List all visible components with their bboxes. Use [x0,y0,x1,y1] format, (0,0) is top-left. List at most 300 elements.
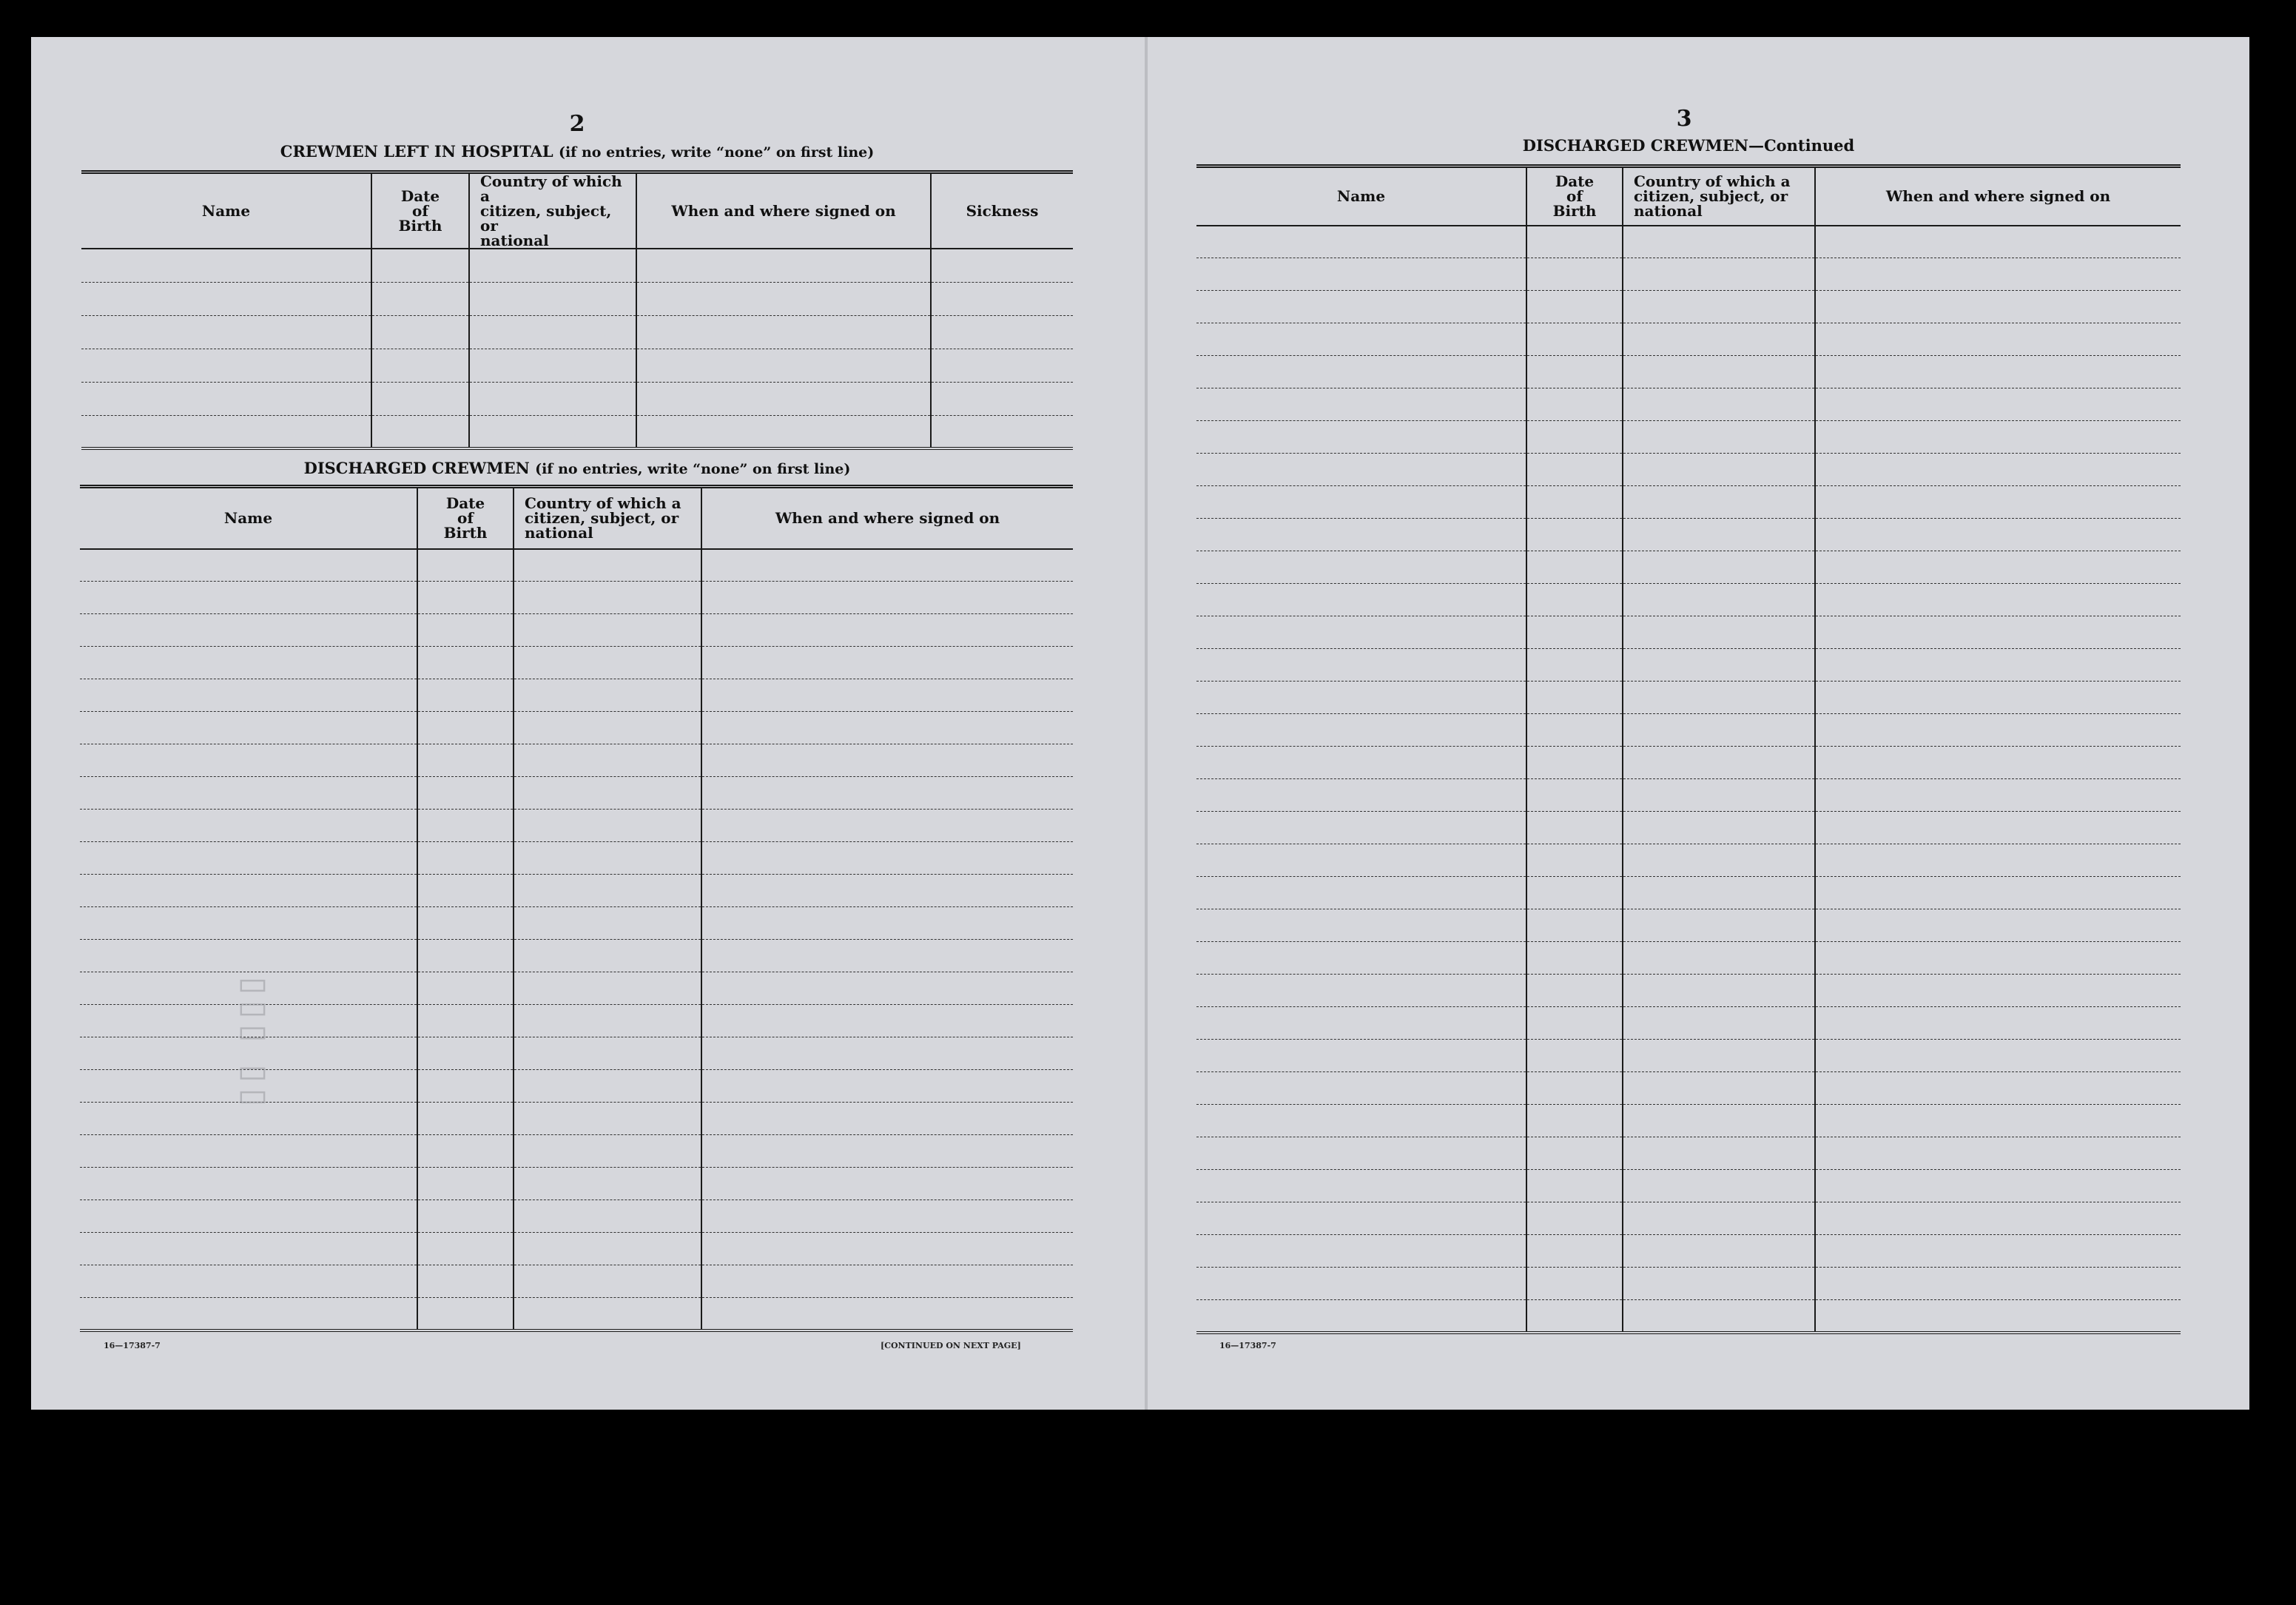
table-row [1196,747,2181,779]
blank-entry-cell [1526,1268,1623,1300]
table-row [1196,1170,2181,1202]
blank-entry-cell [80,777,417,810]
blank-entry-cell [701,1037,1073,1070]
column-header-name: Name [80,487,417,549]
blank-entry-cell [417,940,514,972]
blank-entry-cell [1526,616,1623,649]
continued-section-title: DISCHARGED CREWMEN—Continued [1522,136,1855,155]
blank-entry-cell [1526,323,1623,356]
table-row [1196,421,2181,454]
blank-entry-cell [1623,616,1815,649]
blank-entry-cell [1526,421,1623,454]
blank-entry-cell [514,842,701,875]
column-header-country-of-which-a: Country of which a citizen, subject, or national [1623,166,1815,226]
blank-entry-cell [514,744,701,777]
blank-entry-cell [1815,356,2181,388]
blank-entry-cell [1623,519,1815,551]
blank-entry-cell [1196,747,1526,779]
blank-entry-cell [469,315,636,349]
blank-entry-cell [80,1168,417,1200]
blank-entry-cell [1526,909,1623,942]
blank-entry-cell [1526,975,1623,1007]
blank-entry-cell [514,940,701,972]
blank-entry-cell [701,744,1073,777]
blank-entry-cell [1196,421,1526,454]
blank-entry-cell [1196,1137,1526,1170]
table-row [81,349,1073,382]
table-row [81,382,1073,415]
blank-entry-cell [931,315,1073,349]
blank-entry-cell [1815,1040,2181,1072]
blank-entry-cell [80,712,417,744]
table-row [81,415,1073,448]
table-row [1196,1202,2181,1235]
blank-entry-cell [417,614,514,647]
blank-entry-cell [1196,486,1526,519]
blank-entry-cell [636,415,931,448]
blank-entry-cell [514,1103,701,1135]
blank-entry-cell [1815,486,2181,519]
blank-entry-cell [417,1200,514,1233]
blank-entry-cell [1623,356,1815,388]
blank-entry-cell [931,349,1073,382]
table-row [80,582,1073,614]
blank-entry-cell [636,349,931,382]
blank-entry-cell [701,907,1073,940]
blank-entry-cell [1196,714,1526,747]
blank-entry-cell [1623,747,1815,779]
blank-entry-cell [371,415,469,448]
blank-entry-cell [80,549,417,582]
table-row [1196,519,2181,551]
blank-entry-cell [1815,1105,2181,1137]
blank-entry-cell [1526,844,1623,877]
blank-entry-cell [1815,1268,2181,1300]
table-row [1196,226,2181,258]
blank-entry-cell [1815,844,2181,877]
table-row [80,875,1073,907]
table-row [1196,909,2181,942]
blank-entry-cell [1196,1040,1526,1072]
blank-entry-cell [701,679,1073,712]
blank-entry-cell [514,647,701,679]
table-row [1196,1040,2181,1072]
blank-entry-cell [1815,975,2181,1007]
blank-entry-cell [1196,844,1526,877]
blank-entry-cell [81,249,371,282]
column-header-sickness: Sickness [931,172,1073,249]
blank-entry-cell [80,875,417,907]
blank-entry-cell [1623,323,1815,356]
blank-entry-cell [1623,388,1815,421]
page-number-right: 3 [1676,106,1692,132]
blank-entry-cell [931,249,1073,282]
blank-entry-cell [514,1070,701,1103]
table-row [81,315,1073,349]
table-row [80,744,1073,777]
blank-entry-cell [1526,1072,1623,1105]
blank-entry-cell [514,582,701,614]
blank-entry-cell [417,647,514,679]
blank-entry-cell [1196,258,1526,291]
blank-entry-cell [1815,454,2181,486]
blank-entry-cell [701,1233,1073,1265]
blank-entry-cell [80,810,417,842]
blank-entry-cell [1196,942,1526,975]
blank-entry-cell [417,1233,514,1265]
blank-entry-cell [1815,909,2181,942]
blank-entry-cell [701,1005,1073,1037]
blank-entry-cell [80,744,417,777]
blank-entry-cell [469,282,636,315]
blank-entry-cell [1196,779,1526,812]
discharged-section-title [81,459,1073,477]
blank-entry-cell [1623,486,1815,519]
blank-entry-cell [514,1265,701,1298]
table-row [1196,1300,2181,1333]
blank-entry-cell [1815,1007,2181,1040]
blank-entry-cell [417,1037,514,1070]
table-row [80,777,1073,810]
blank-entry-cell [514,777,701,810]
blank-entry-cell [1623,1170,1815,1202]
blank-entry-cell [469,415,636,448]
blank-entry-cell [1526,877,1623,909]
blank-entry-cell [1526,258,1623,291]
blank-entry-cell [701,549,1073,582]
blank-entry-cell [1815,812,2181,844]
blank-entry-cell [636,282,931,315]
blank-entry-cell [1623,1268,1815,1300]
table-row [1196,1105,2181,1137]
blank-entry-cell [514,1200,701,1233]
blank-entry-cell [1815,323,2181,356]
blank-entry-cell [417,842,514,875]
blank-entry-cell [701,1265,1073,1298]
blank-entry-cell [417,1135,514,1168]
blank-entry-cell [1526,519,1623,551]
blank-entry-cell [1623,1040,1815,1072]
blank-entry-cell [1623,877,1815,909]
blank-entry-cell [469,382,636,415]
discharged-table [80,485,1073,1332]
table-row [1196,454,2181,486]
blank-entry-cell [417,1298,514,1330]
blank-entry-cell [701,1298,1073,1330]
blank-entry-cell [371,382,469,415]
blank-entry-cell [1815,1202,2181,1235]
table-row [80,712,1073,744]
blank-entry-cell [1815,1235,2181,1268]
blank-entry-cell [1196,975,1526,1007]
blank-entry-cell [1623,1007,1815,1040]
blank-entry-cell [1623,1300,1815,1333]
blank-entry-cell [1196,584,1526,616]
blank-entry-cell [1526,747,1623,779]
blank-entry-cell [1526,226,1623,258]
blank-entry-cell [701,647,1073,679]
blank-entry-cell [1196,616,1526,649]
blank-entry-cell [1196,291,1526,323]
blank-entry-cell [1526,1105,1623,1137]
blank-entry-cell [514,1005,701,1037]
blank-entry-cell [1623,682,1815,714]
blank-entry-cell [417,875,514,907]
blank-entry-cell [1815,1170,2181,1202]
table-row [1196,779,2181,812]
blank-entry-cell [1196,1235,1526,1268]
blank-entry-cell [1526,1202,1623,1235]
blank-entry-cell [469,249,636,282]
blank-entry-cell [417,972,514,1005]
hospital-section-title [81,142,1073,161]
table-row [1196,258,2181,291]
blank-entry-cell [931,282,1073,315]
blank-entry-cell [1526,714,1623,747]
blank-entry-cell [514,712,701,744]
blank-entry-cell [701,582,1073,614]
blank-entry-cell [1623,942,1815,975]
page-fold [1145,37,1148,1410]
blank-entry-cell [80,907,417,940]
blank-entry-cell [1815,1072,2181,1105]
blank-entry-cell [701,777,1073,810]
blank-entry-cell [80,1233,417,1265]
blank-entry-cell [701,842,1073,875]
blank-entry-cell [80,582,417,614]
continued-note: [CONTINUED ON NEXT PAGE] [881,1341,1021,1350]
discharged-title-text: DISCHARGED CREWMEN [303,459,530,477]
blank-entry-cell [1196,1007,1526,1040]
blank-entry-cell [417,1070,514,1103]
blank-entry-cell [701,1168,1073,1200]
table-row [1196,877,2181,909]
blank-entry-cell [1526,649,1623,682]
blank-entry-cell [81,415,371,448]
blank-entry-cell [417,810,514,842]
blank-entry-cell [417,1265,514,1298]
table-row [1196,1268,2181,1300]
blank-entry-cell [1526,942,1623,975]
blank-entry-cell [1196,1300,1526,1333]
blank-entry-cell [1526,454,1623,486]
blank-entry-cell [1623,421,1815,454]
table-row [1196,1235,2181,1268]
blank-entry-cell [1623,714,1815,747]
blank-entry-cell [1196,1105,1526,1137]
column-header-when-and-where-signed-on: When and where signed on [636,172,931,249]
blank-entry-cell [371,249,469,282]
blank-entry-cell [1815,421,2181,454]
blank-entry-cell [417,712,514,744]
blank-entry-cell [1196,226,1526,258]
blank-entry-cell [1196,551,1526,584]
blank-entry-cell [1623,844,1815,877]
column-header-date: Date of Birth [1526,166,1623,226]
table-row [1196,551,2181,584]
table-row [1196,714,2181,747]
table-row [80,1298,1073,1330]
blank-entry-cell [1815,942,2181,975]
blank-entry-cell [1526,584,1623,616]
blank-entry-cell [1623,551,1815,584]
blank-entry-cell [1815,714,2181,747]
table-row [1196,486,2181,519]
blank-entry-cell [80,679,417,712]
column-header-country-of-which-a: Country of which a citizen, subject, or national [514,487,701,549]
blank-entry-cell [1815,1300,2181,1333]
table-row [80,549,1073,582]
blank-entry-cell [1196,649,1526,682]
blank-entry-cell [80,940,417,972]
table-row [1196,616,2181,649]
blank-entry-cell [1196,1268,1526,1300]
blank-entry-cell [1196,812,1526,844]
faint-stamp-mark: ▯▯▯ ▯▯ [236,977,274,1113]
discharged-continued-table [1196,164,2181,1334]
blank-entry-cell [1526,1235,1623,1268]
blank-entry-cell [1815,226,2181,258]
column-header-country-of-which-a: Country of which a citizen, subject, or national [469,172,636,249]
blank-entry-cell [1196,454,1526,486]
blank-entry-cell [417,582,514,614]
blank-entry-cell [514,1298,701,1330]
blank-entry-cell [1526,388,1623,421]
column-header-when-and-where-signed-on: When and where signed on [1815,166,2181,226]
blank-entry-cell [514,549,701,582]
blank-entry-cell [1526,682,1623,714]
blank-entry-cell [417,549,514,582]
blank-entry-cell [514,907,701,940]
blank-entry-cell [80,842,417,875]
blank-entry-cell [81,315,371,349]
table-row [80,810,1073,842]
hospital-title-note: (if no entries, write “none” on first line) [558,144,875,161]
blank-entry-cell [701,1200,1073,1233]
table-row [1196,388,2181,421]
blank-entry-cell [636,315,931,349]
table-row [1196,291,2181,323]
column-header-date: Date of Birth [371,172,469,249]
blank-entry-cell [514,1135,701,1168]
blank-entry-cell [1196,682,1526,714]
blank-entry-cell [1623,454,1815,486]
blank-entry-cell [1196,1072,1526,1105]
blank-entry-cell [417,679,514,712]
blank-entry-cell [371,315,469,349]
blank-entry-cell [1526,356,1623,388]
column-header-when-and-where-signed-on: When and where signed on [701,487,1073,549]
page-number-left: 2 [569,111,585,137]
blank-entry-cell [81,382,371,415]
blank-entry-cell [701,614,1073,647]
form-number-left: 16—17387-7 [104,1341,161,1350]
blank-entry-cell [417,777,514,810]
blank-entry-cell [1623,1202,1815,1235]
table-row [80,842,1073,875]
blank-entry-cell [514,679,701,712]
blank-entry-cell [1196,877,1526,909]
table-row [1196,844,2181,877]
table-row [1196,942,2181,975]
blank-entry-cell [1526,486,1623,519]
table-row [1196,812,2181,844]
blank-entry-cell [1815,291,2181,323]
blank-entry-cell [701,972,1073,1005]
blank-entry-cell [417,1103,514,1135]
table-row [1196,323,2181,356]
blank-entry-cell [1815,519,2181,551]
blank-entry-cell [417,744,514,777]
blank-entry-cell [371,349,469,382]
blank-entry-cell [1623,909,1815,942]
blank-entry-cell [1623,975,1815,1007]
blank-entry-cell [1196,519,1526,551]
table-row [1196,1137,2181,1170]
blank-entry-cell [1196,909,1526,942]
blank-entry-cell [1526,1300,1623,1333]
blank-entry-cell [1623,1235,1815,1268]
blank-entry-cell [81,349,371,382]
blank-entry-cell [1526,779,1623,812]
blank-entry-cell [81,282,371,315]
table-row [1196,975,2181,1007]
blank-entry-cell [701,1070,1073,1103]
blank-entry-cell [1815,649,2181,682]
table-row [1196,584,2181,616]
blank-entry-cell [1815,779,2181,812]
blank-entry-cell [701,1135,1073,1168]
blank-entry-cell [1623,1137,1815,1170]
blank-entry-cell [1196,1170,1526,1202]
table-row [81,282,1073,315]
blank-entry-cell [1815,682,2181,714]
table-row [80,940,1073,972]
blank-entry-cell [371,282,469,315]
blank-entry-cell [417,1005,514,1037]
blank-entry-cell [1526,812,1623,844]
table-row [80,907,1073,940]
blank-entry-cell [514,972,701,1005]
blank-entry-cell [636,249,931,282]
blank-entry-cell [1623,258,1815,291]
form-number-right: 16—17387-7 [1219,1341,1276,1350]
table-row [1196,1007,2181,1040]
blank-entry-cell [1623,812,1815,844]
table-row [80,1200,1073,1233]
blank-entry-cell [1526,291,1623,323]
blank-entry-cell [701,940,1073,972]
blank-entry-cell [1623,1072,1815,1105]
blank-entry-cell [1815,551,2181,584]
hospital-table [81,170,1073,450]
blank-entry-cell [636,382,931,415]
table-row [80,1233,1073,1265]
blank-entry-cell [514,1168,701,1200]
blank-entry-cell [1526,1137,1623,1170]
table-row [1196,1072,2181,1105]
table-row [1196,649,2181,682]
blank-entry-cell [80,647,417,679]
blank-entry-cell [514,1037,701,1070]
blank-entry-cell [1196,388,1526,421]
blank-entry-cell [1623,291,1815,323]
blank-entry-cell [514,1233,701,1265]
column-header-name: Name [81,172,371,249]
table-row [80,614,1073,647]
blank-entry-cell [1815,877,2181,909]
blank-entry-cell [1196,356,1526,388]
